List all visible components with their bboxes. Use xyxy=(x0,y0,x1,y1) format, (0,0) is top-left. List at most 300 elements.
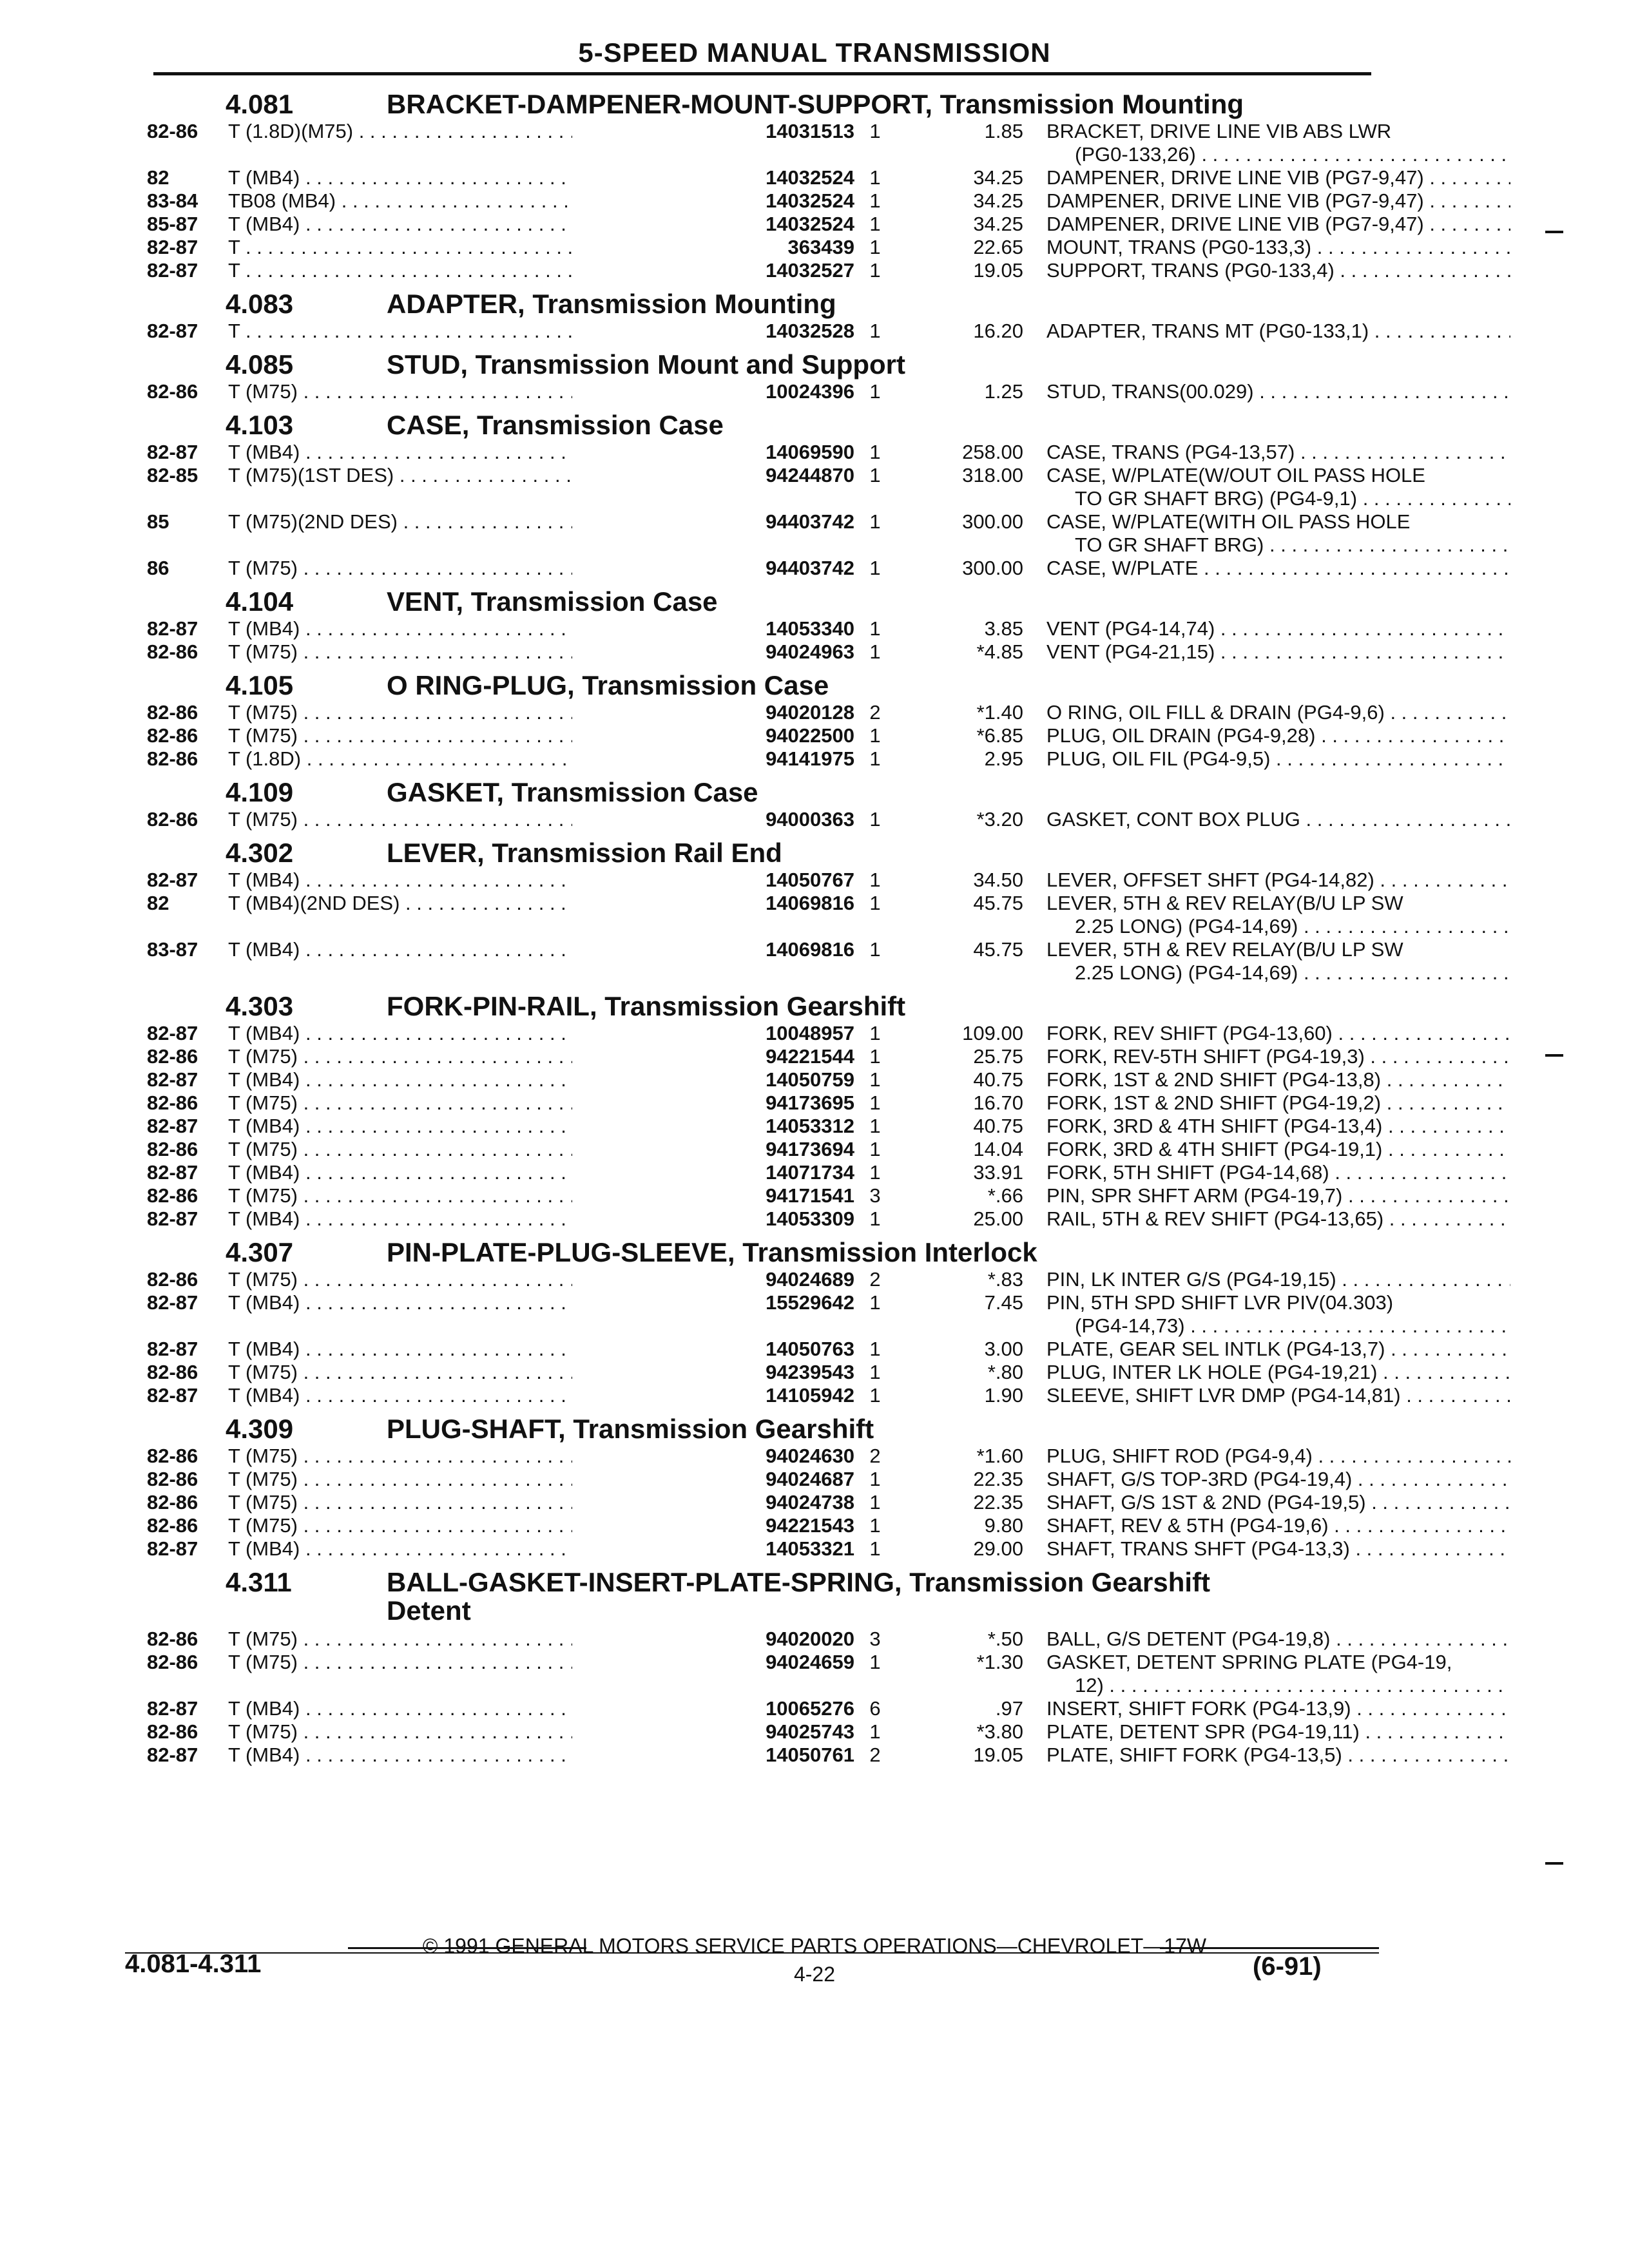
model-years: 82-86 xyxy=(147,1720,198,1743)
part-description: FORK, 1ST & 2ND SHIFT (PG4-19,2) . . . xyxy=(1046,1091,1510,1115)
quantity: 1 xyxy=(869,724,881,747)
part-number: 14032524 xyxy=(572,189,854,213)
model-years: 82-87 xyxy=(147,1207,198,1230)
part-row xyxy=(147,464,1425,510)
section-name: BALL-GASKET-INSERT-PLATE-SPRING, Transmission Gearshift xyxy=(387,1567,1211,1597)
part-description: CASE, W/PLATE(W/OUT OIL PASS HOLE xyxy=(1046,464,1425,486)
quantity: 1 xyxy=(869,464,881,486)
section-heading xyxy=(147,985,1371,1022)
model-years: 82-85 xyxy=(147,464,198,486)
model-code: T . . . xyxy=(228,259,724,282)
part-row xyxy=(147,617,1371,640)
part-row xyxy=(147,1268,1371,1291)
part-number: 94221543 xyxy=(572,1514,854,1537)
footer-date-code: (6-91) xyxy=(1253,1952,1322,1981)
part-row xyxy=(147,1161,1371,1184)
quantity: 1 xyxy=(869,747,881,770)
section-heading xyxy=(147,82,1371,120)
quantity: 1 xyxy=(869,892,881,914)
model-code: T (M75) . . . xyxy=(228,1651,724,1674)
model-years: 85-87 xyxy=(147,213,198,235)
part-description-continued: TO GR SHAFT BRG) . . . xyxy=(1075,533,1510,557)
model-years: 85 xyxy=(147,510,169,533)
section-name-continued: Detent xyxy=(387,1595,471,1626)
model-years: 82-86 xyxy=(147,808,198,831)
quantity: 1 xyxy=(869,166,881,189)
section-name: O RING-PLUG, Transmission Case xyxy=(387,670,829,700)
part-row xyxy=(147,236,1371,259)
quantity: 1 xyxy=(869,1384,881,1407)
part-row xyxy=(147,1628,1371,1651)
model-code: T (MB4) . . . xyxy=(228,1291,724,1314)
model-code: T . . . xyxy=(228,236,724,259)
section-name: LEVER, Transmission Rail End xyxy=(387,838,782,868)
price: 45.75 xyxy=(973,938,1023,961)
quantity: 1 xyxy=(869,1022,881,1044)
part-row xyxy=(147,1291,1394,1338)
quantity: 1 xyxy=(869,1091,881,1114)
section-name: FORK-PIN-RAIL, Transmission Gearshift xyxy=(387,991,906,1021)
section-number: 4.083 xyxy=(226,289,294,319)
model-code: T (MB4) . . . xyxy=(228,1384,724,1407)
quantity: 1 xyxy=(869,441,881,463)
part-number: 14053321 xyxy=(572,1537,854,1561)
section-name: VENT, Transmission Case xyxy=(387,586,718,617)
model-code: T (M75) . . . xyxy=(228,1138,724,1161)
part-row xyxy=(147,1115,1383,1138)
part-row xyxy=(147,1045,1371,1068)
part-description: CASE, W/PLATE . . . xyxy=(1046,557,1510,580)
model-code: T (M75) . . . xyxy=(228,1445,724,1468)
part-number: 94403742 xyxy=(572,510,854,533)
part-number: 14050761 xyxy=(572,1744,854,1767)
quantity: 1 xyxy=(869,808,881,831)
model-code: T (1.8D) . . . xyxy=(228,747,724,771)
part-number: 94024689 xyxy=(572,1268,854,1291)
part-row xyxy=(147,892,1403,938)
part-number: 14069816 xyxy=(572,938,854,961)
part-description: VENT (PG4-14,74) . . . xyxy=(1046,617,1510,640)
price: 22.35 xyxy=(973,1468,1023,1490)
model-years: 83-84 xyxy=(147,189,198,212)
part-number: 94239543 xyxy=(572,1361,854,1384)
price: 9.80 xyxy=(984,1514,1023,1537)
model-code: T (MB4)(2ND DES) . . . xyxy=(228,892,724,915)
part-number: 363439 xyxy=(572,236,854,259)
price: *6.85 xyxy=(976,724,1023,747)
part-description: BALL, G/S DETENT (PG4-19,8) . . . xyxy=(1046,1628,1510,1651)
section-heading xyxy=(147,403,1371,441)
quantity: 1 xyxy=(869,1468,881,1490)
quantity: 1 xyxy=(869,189,881,212)
part-number: 14050767 xyxy=(572,869,854,892)
price: 1.85 xyxy=(984,120,1023,142)
model-years: 82-86 xyxy=(147,1514,198,1537)
price: 45.75 xyxy=(973,892,1023,914)
section-name: PIN-PLATE-PLUG-SLEEVE, Transmission Interlock xyxy=(387,1237,1037,1267)
quantity: 1 xyxy=(869,1068,881,1091)
section-number: 4.309 xyxy=(226,1414,294,1444)
part-row xyxy=(147,320,1371,343)
part-description: PIN, 5TH SPD SHIFT LVR PIV(04.303) xyxy=(1046,1291,1394,1314)
model-code: T (MB4) . . . xyxy=(228,617,724,640)
model-years: 82-87 xyxy=(147,1384,198,1407)
part-row xyxy=(147,1138,1383,1161)
part-row xyxy=(147,259,1371,282)
price: *1.40 xyxy=(976,701,1023,724)
model-years: 82-87 xyxy=(147,1291,198,1314)
part-row xyxy=(147,1514,1371,1537)
part-description: MOUNT, TRANS (PG0-133,3) . . . xyxy=(1046,236,1510,259)
model-code: T (MB4) . . . xyxy=(228,869,724,892)
price: 2.95 xyxy=(984,747,1023,770)
model-years: 82-87 xyxy=(147,1115,198,1137)
part-description-continued: 2.25 LONG) (PG4-14,69) . . . xyxy=(1075,915,1510,938)
part-number: 94025743 xyxy=(572,1720,854,1744)
model-years: 82-86 xyxy=(147,120,198,142)
parts-listing xyxy=(147,82,1452,1767)
part-description: DAMPENER, DRIVE LINE VIB (PG7-9,47) . . . xyxy=(1046,213,1510,236)
model-years: 82-86 xyxy=(147,380,198,403)
price: 29.00 xyxy=(973,1537,1023,1560)
model-code: T (MB4) . . . xyxy=(228,1161,724,1184)
model-code: T (M75) . . . xyxy=(228,557,724,580)
model-years: 82-86 xyxy=(147,1651,198,1673)
model-code: T (MB4) . . . xyxy=(228,938,724,961)
price: *3.80 xyxy=(976,1720,1023,1743)
part-description: FORK, 3RD & 4TH SHIFT (PG4-19,1) . . . xyxy=(1046,1138,1510,1161)
part-number: 94020020 xyxy=(572,1628,854,1651)
part-description: RAIL, 5TH & REV SHIFT (PG4-13,65) . . . xyxy=(1046,1207,1510,1231)
price: *3.20 xyxy=(976,808,1023,831)
quantity: 1 xyxy=(869,1138,881,1160)
part-row xyxy=(147,1491,1371,1514)
part-description: LEVER, 5TH & REV RELAY(B/U LP SW xyxy=(1046,938,1403,961)
part-number: 14031513 xyxy=(572,120,854,143)
quantity: 1 xyxy=(869,1361,881,1383)
part-number: 94173695 xyxy=(572,1091,854,1115)
part-row xyxy=(147,640,1371,664)
model-code: T (MB4) . . . xyxy=(228,166,724,189)
price: *.50 xyxy=(987,1628,1023,1650)
section-number: 4.311 xyxy=(226,1567,292,1597)
model-code: T (M75) . . . xyxy=(228,1361,724,1384)
part-description: SHAFT, G/S TOP-3RD (PG4-19,4) . . . xyxy=(1046,1468,1510,1491)
part-row xyxy=(147,510,1411,557)
price: *.80 xyxy=(987,1361,1023,1383)
model-code: T (MB4) . . . xyxy=(228,1068,724,1091)
quantity: 1 xyxy=(869,557,881,579)
quantity: 3 xyxy=(869,1184,881,1207)
part-description: FORK, 3RD & 4TH SHIFT (PG4-13,4) . . . xyxy=(1046,1115,1510,1138)
model-code: T (M75) . . . xyxy=(228,1268,724,1291)
margin-mark xyxy=(1545,1862,1563,1865)
model-years: 82-86 xyxy=(147,724,198,747)
quantity: 1 xyxy=(869,320,881,342)
quantity: 1 xyxy=(869,640,881,663)
quantity: 1 xyxy=(869,1514,881,1537)
section-name: BRACKET-DAMPENER-MOUNT-SUPPORT, Transmission Mounting xyxy=(387,89,1244,119)
section-heading xyxy=(147,580,1371,617)
part-description: PIN, LK INTER G/S (PG4-19,15) . . . xyxy=(1046,1268,1510,1291)
part-number: 94244870 xyxy=(572,464,854,487)
quantity: 1 xyxy=(869,1537,881,1560)
part-number: 94000363 xyxy=(572,808,854,831)
part-number: 10065276 xyxy=(572,1697,854,1720)
model-code: T (MB4) . . . xyxy=(228,1207,724,1231)
model-years: 82-86 xyxy=(147,1468,198,1490)
part-description-continued: (PG0-133,26) . . . xyxy=(1075,143,1510,166)
price: 16.70 xyxy=(973,1091,1023,1114)
part-number: 14032527 xyxy=(572,259,854,282)
quantity: 1 xyxy=(869,236,881,258)
price: 14.04 xyxy=(973,1138,1023,1160)
footer-page-number: 4-22 xyxy=(793,1963,836,1986)
part-description: STUD, TRANS(00.029) . . . xyxy=(1046,380,1510,403)
part-row xyxy=(147,1022,1371,1045)
part-number: 94024687 xyxy=(572,1468,854,1491)
part-number: 94024630 xyxy=(572,1445,854,1468)
section-number: 4.103 xyxy=(226,410,294,440)
part-description: CASE, TRANS (PG4-13,57) . . . xyxy=(1046,441,1510,464)
part-description: PLATE, GEAR SEL INTLK (PG4-13,7) . . . xyxy=(1046,1338,1510,1361)
price: *1.30 xyxy=(976,1651,1023,1673)
quantity: 6 xyxy=(869,1697,881,1720)
price: 16.20 xyxy=(973,320,1023,342)
part-description: FORK, REV-5TH SHIFT (PG4-19,3) . . . xyxy=(1046,1045,1510,1068)
section-name: CASE, Transmission Case xyxy=(387,410,724,440)
quantity: 1 xyxy=(869,938,881,961)
section-heading xyxy=(147,1561,1371,1628)
quantity: 1 xyxy=(869,1161,881,1184)
part-description: GASKET, CONT BOX PLUG . . . xyxy=(1046,808,1510,831)
part-row xyxy=(147,938,1403,985)
model-years: 82-86 xyxy=(147,1045,198,1068)
part-row xyxy=(147,189,1424,213)
price: 40.75 xyxy=(973,1068,1023,1091)
model-code: T (M75) . . . xyxy=(228,1491,724,1514)
section-heading xyxy=(147,282,1371,320)
model-code: T . . . xyxy=(228,320,724,343)
model-years: 82-86 xyxy=(147,1445,198,1467)
part-number: 94221544 xyxy=(572,1045,854,1068)
section-name: STUD, Transmission Mount and Support xyxy=(387,349,906,380)
model-code: T (M75) . . . xyxy=(228,1468,724,1491)
section-number: 4.109 xyxy=(226,777,294,807)
price: *.66 xyxy=(987,1184,1023,1207)
price: 25.75 xyxy=(973,1045,1023,1068)
part-description: PLUG, INTER LK HOLE (PG4-19,21) . . . xyxy=(1046,1361,1510,1384)
quantity: 1 xyxy=(869,1338,881,1360)
model-code: T (M75) . . . xyxy=(228,1091,724,1115)
part-row xyxy=(147,1068,1382,1091)
part-row xyxy=(147,1445,1371,1468)
part-row xyxy=(147,557,1371,580)
model-years: 82-87 xyxy=(147,1697,198,1720)
part-number: 94024659 xyxy=(572,1651,854,1674)
part-description: SHAFT, G/S 1ST & 2ND (PG4-19,5) . . . xyxy=(1046,1491,1510,1514)
part-description: PLUG, OIL DRAIN (PG4-9,28) . . . xyxy=(1046,724,1510,747)
model-years: 82-86 xyxy=(147,1091,198,1114)
model-years: 82-87 xyxy=(147,1744,198,1766)
model-years: 82-86 xyxy=(147,1491,198,1514)
section-number: 4.302 xyxy=(226,838,294,868)
model-years: 82-87 xyxy=(147,617,198,640)
model-code: T (M75) . . . xyxy=(228,1045,724,1068)
section-number: 4.081 xyxy=(226,89,294,119)
part-number: 10024396 xyxy=(572,380,854,403)
part-number: 94141975 xyxy=(572,747,854,771)
price: 318.00 xyxy=(962,464,1023,486)
part-description: GASKET, DETENT SPRING PLATE (PG4-19, xyxy=(1046,1651,1452,1673)
quantity: 1 xyxy=(869,259,881,282)
model-code: T (M75) . . . xyxy=(228,1628,724,1651)
model-years: 82-86 xyxy=(147,640,198,663)
part-number: 14032524 xyxy=(572,213,854,236)
part-row xyxy=(147,1361,1378,1384)
quantity: 1 xyxy=(869,1045,881,1068)
part-row xyxy=(147,213,1424,236)
model-years: 82-86 xyxy=(147,701,198,724)
part-row xyxy=(147,1207,1384,1231)
model-code: T (MB4) . . . xyxy=(228,1115,724,1138)
part-row xyxy=(147,1744,1371,1767)
price: 34.50 xyxy=(973,869,1023,891)
part-description: PLATE, DETENT SPR (PG4-19,11) . . . xyxy=(1046,1720,1510,1744)
quantity: 1 xyxy=(869,120,881,142)
model-years: 82-87 xyxy=(147,1338,198,1360)
part-number: 14071734 xyxy=(572,1161,854,1184)
model-code: TB08 (MB4) . . . xyxy=(228,189,724,213)
quantity: 1 xyxy=(869,1115,881,1137)
footer-copyright: © 1991 GENERAL MOTORS SERVICE PARTS OPERATIONS—CHEVROLET—17W xyxy=(422,1934,1207,1957)
part-number: 14050759 xyxy=(572,1068,854,1091)
part-description: INSERT, SHIFT FORK (PG4-13,9) . . . xyxy=(1046,1697,1510,1720)
part-row xyxy=(147,1651,1452,1697)
price: 1.90 xyxy=(984,1384,1023,1407)
part-row xyxy=(147,441,1371,464)
part-description: DAMPENER, DRIVE LINE VIB (PG7-9,47) . . . xyxy=(1046,166,1510,189)
section-heading xyxy=(147,1407,1371,1445)
model-code: T (M75) . . . xyxy=(228,1720,724,1744)
part-description: LEVER, 5TH & REV RELAY(B/U LP SW xyxy=(1046,892,1403,914)
model-code: T (M75) . . . xyxy=(228,808,724,831)
part-row xyxy=(147,808,1371,831)
part-description-continued: 2.25 LONG) (PG4-14,69) . . . xyxy=(1075,961,1510,985)
quantity: 1 xyxy=(869,510,881,533)
part-description: SHAFT, TRANS SHFT (PG4-13,3) . . . xyxy=(1046,1537,1510,1561)
part-description: SLEEVE, SHIFT LVR DMP (PG4-14,81) . . . xyxy=(1046,1384,1510,1407)
part-row xyxy=(147,1537,1371,1561)
part-number: 94022500 xyxy=(572,724,854,747)
page-title: 5-SPEED MANUAL TRANSMISSION xyxy=(578,37,1051,68)
model-years: 82-87 xyxy=(147,1161,198,1184)
part-number: 14053309 xyxy=(572,1207,854,1231)
price: 258.00 xyxy=(962,441,1023,463)
model-years: 82 xyxy=(147,892,169,914)
part-number: 14032528 xyxy=(572,320,854,343)
section-heading xyxy=(147,1231,1371,1268)
section-heading xyxy=(147,664,1371,701)
price: 19.05 xyxy=(973,259,1023,282)
model-years: 82-87 xyxy=(147,869,198,891)
part-number: 94171541 xyxy=(572,1184,854,1207)
part-description: FORK, REV SHIFT (PG4-13,60) . . . xyxy=(1046,1022,1510,1045)
model-code: T (M75) . . . xyxy=(228,1184,724,1207)
part-row xyxy=(147,747,1371,771)
model-years: 82-87 xyxy=(147,259,198,282)
part-row xyxy=(147,120,1392,166)
model-code: T (M75) . . . xyxy=(228,640,724,664)
section-number: 4.105 xyxy=(226,670,294,700)
price: *1.60 xyxy=(976,1445,1023,1467)
model-years: 82-86 xyxy=(147,1184,198,1207)
part-row xyxy=(147,166,1424,189)
model-years: 82-87 xyxy=(147,441,198,463)
part-number: 94403742 xyxy=(572,557,854,580)
price: 7.45 xyxy=(984,1291,1023,1314)
part-number: 14053340 xyxy=(572,617,854,640)
quantity: 1 xyxy=(869,1291,881,1314)
model-years: 82-86 xyxy=(147,1138,198,1160)
part-description: PIN, SPR SHFT ARM (PG4-19,7) . . . xyxy=(1046,1184,1510,1207)
margin-mark xyxy=(1545,1054,1563,1057)
part-description: ADAPTER, TRANS MT (PG0-133,1) . . . xyxy=(1046,320,1510,343)
model-code: T (MB4) . . . xyxy=(228,1022,724,1045)
part-description-continued: TO GR SHAFT BRG) (PG4-9,1) . . . xyxy=(1075,487,1510,510)
model-years: 82-87 xyxy=(147,1537,198,1560)
price: 1.25 xyxy=(984,380,1023,403)
quantity: 1 xyxy=(869,1491,881,1514)
quantity: 1 xyxy=(869,1720,881,1743)
part-row xyxy=(147,724,1371,747)
part-row xyxy=(147,1184,1371,1207)
part-description: O RING, OIL FILL & DRAIN (PG4-9,6) . . . xyxy=(1046,701,1510,724)
price: 109.00 xyxy=(962,1022,1023,1044)
part-description: FORK, 5TH SHIFT (PG4-14,68) . . . xyxy=(1046,1161,1510,1184)
section-number: 4.085 xyxy=(226,349,294,380)
part-number: 94024738 xyxy=(572,1491,854,1514)
price: *4.85 xyxy=(976,640,1023,663)
model-years: 82-87 xyxy=(147,236,198,258)
part-row xyxy=(147,1338,1385,1361)
quantity: 3 xyxy=(869,1628,881,1650)
part-description: BRACKET, DRIVE LINE VIB ABS LWR xyxy=(1046,120,1392,142)
quantity: 2 xyxy=(869,1445,881,1467)
section-number: 4.307 xyxy=(226,1237,294,1267)
model-code: T (M75) . . . xyxy=(228,701,724,724)
quantity: 1 xyxy=(869,213,881,235)
part-number: 94020128 xyxy=(572,701,854,724)
section-number: 4.303 xyxy=(226,991,294,1021)
section-heading xyxy=(147,831,1371,869)
model-code: T (M75) . . . xyxy=(228,724,724,747)
part-description: SHAFT, REV & 5TH (PG4-19,6) . . . xyxy=(1046,1514,1510,1537)
model-code: T (M75)(1ST DES) . . . xyxy=(228,464,724,487)
part-row xyxy=(147,869,1374,892)
part-description-continued: (PG4-14,73) . . . xyxy=(1075,1314,1510,1338)
model-code: T (MB4) . . . xyxy=(228,1537,724,1561)
price: 3.85 xyxy=(984,617,1023,640)
model-code: T (MB4) . . . xyxy=(228,213,724,236)
part-description: PLUG, SHIFT ROD (PG4-9,4) . . . xyxy=(1046,1445,1510,1468)
model-years: 82 xyxy=(147,166,169,189)
quantity: 2 xyxy=(869,1744,881,1766)
model-code: T (M75) . . . xyxy=(228,380,724,403)
part-number: 94024963 xyxy=(572,640,854,664)
part-row xyxy=(147,380,1371,403)
price: 40.75 xyxy=(973,1115,1023,1137)
